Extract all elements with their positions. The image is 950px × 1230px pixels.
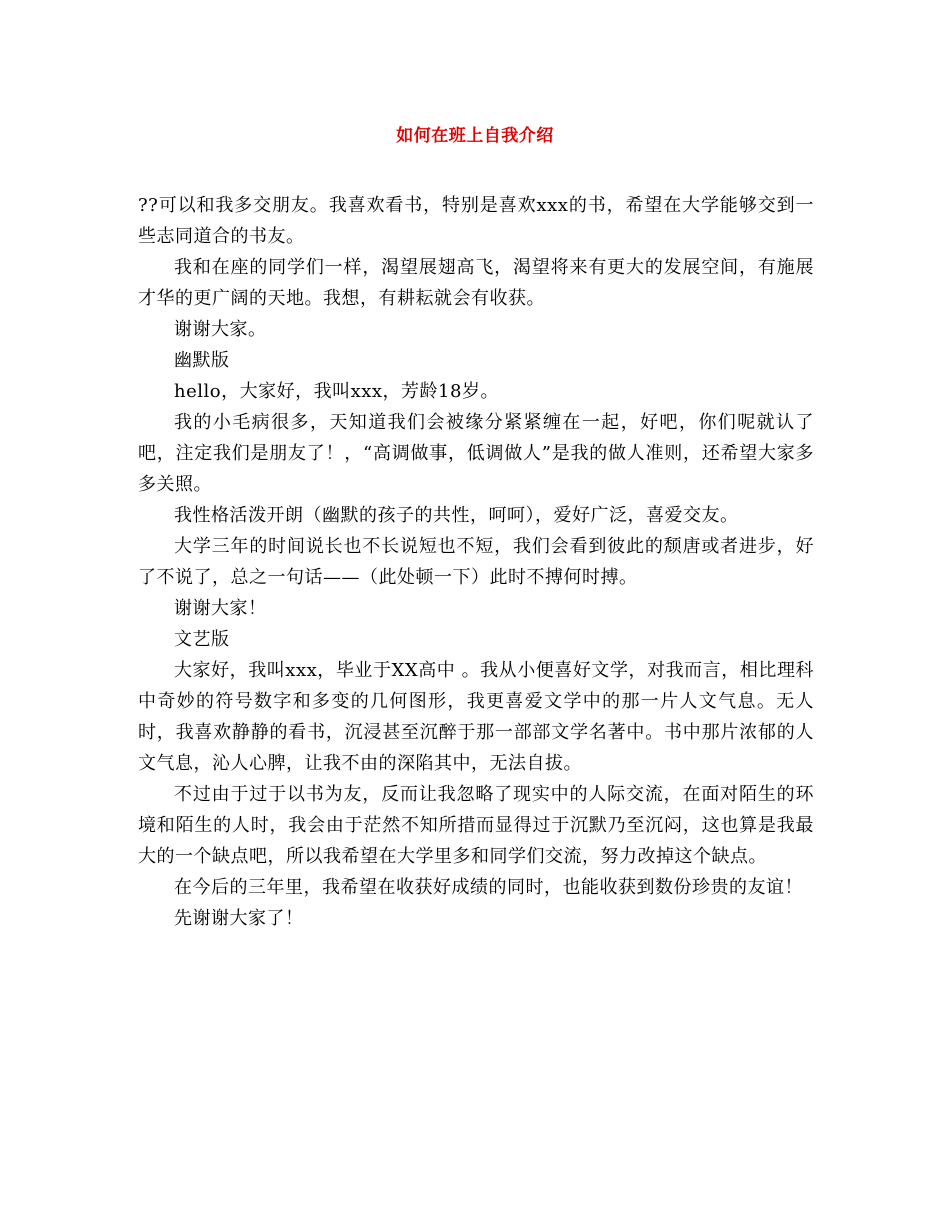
paragraph: hello，大家好，我叫xxx，芳龄18岁。 — [174, 381, 499, 402]
document-title: 如何在班上自我介绍 — [396, 126, 554, 146]
paragraph: 谢谢大家！ — [174, 598, 267, 619]
paragraph: 在今后的三年里，我希望在收获好成绩的同时，也能收获到数份珍贵的友谊！ — [174, 877, 803, 898]
paragraph: 我的小毛病很多，天知道我们会被缘分紧紧缠在一起，好吧，你们呢就认了吧，注定我们是朋友了！，“高调做事，低调做人”是我的做人准则，还希望大家多多关照。 — [138, 412, 814, 495]
paragraph: ??可以和我多交朋友。我喜欢看书，特别是喜欢xxx的书，希望在大学能够交到一些志同道合的书友。 — [138, 195, 814, 247]
paragraph: 谢谢大家。 — [174, 319, 267, 340]
paragraph: 我和在座的同学们一样，渴望展翅高飞，渴望将来有更大的发展空间，有施展才华的更广阔的天地。我想，有耕耘就会有收获。 — [138, 257, 814, 309]
section-heading-literary: 文艺版 — [174, 629, 230, 650]
paragraph: 不过由于过于以书为友，反而让我忽略了现实中的人际交流，在面对陌生的环境和陌生的人时，我会由于茫然不知所措而显得过于沉默乃至沉闷，这也算是我最大的一个缺点吧，所以我希望在大学里多和同学们交流，努力改掉这个缺点。 — [138, 784, 814, 867]
paragraph: 大学三年的时间说长也不长说短也不短，我们会看到彼此的颓唐或者进步，好了不说了，总之一句话——（此处顿一下）此时不搏何时搏。 — [138, 536, 814, 588]
paragraph: 大家好，我叫xxx，毕业于XX高中 。我从小便喜好文学，对我而言，相比理科中奇妙的符号数字和多变的几何图形，我更喜爱文学中的那一片人文气息。无人时，我喜欢静静的看书，沉浸甚至沉醉于那一部部文学名著中。书中那片浓郁的人文气息，沁人心脾，让我不由的深陷其中，无法自拔。 — [138, 660, 814, 774]
document-body — [138, 190, 814, 934]
paragraph: 先谢谢大家了！ — [174, 908, 304, 929]
paragraph: 我性格活泼开朗（幽默的孩子的共性，呵呵），爱好广泛，喜爱交友。 — [174, 505, 739, 526]
section-heading-humor: 幽默版 — [174, 350, 230, 371]
